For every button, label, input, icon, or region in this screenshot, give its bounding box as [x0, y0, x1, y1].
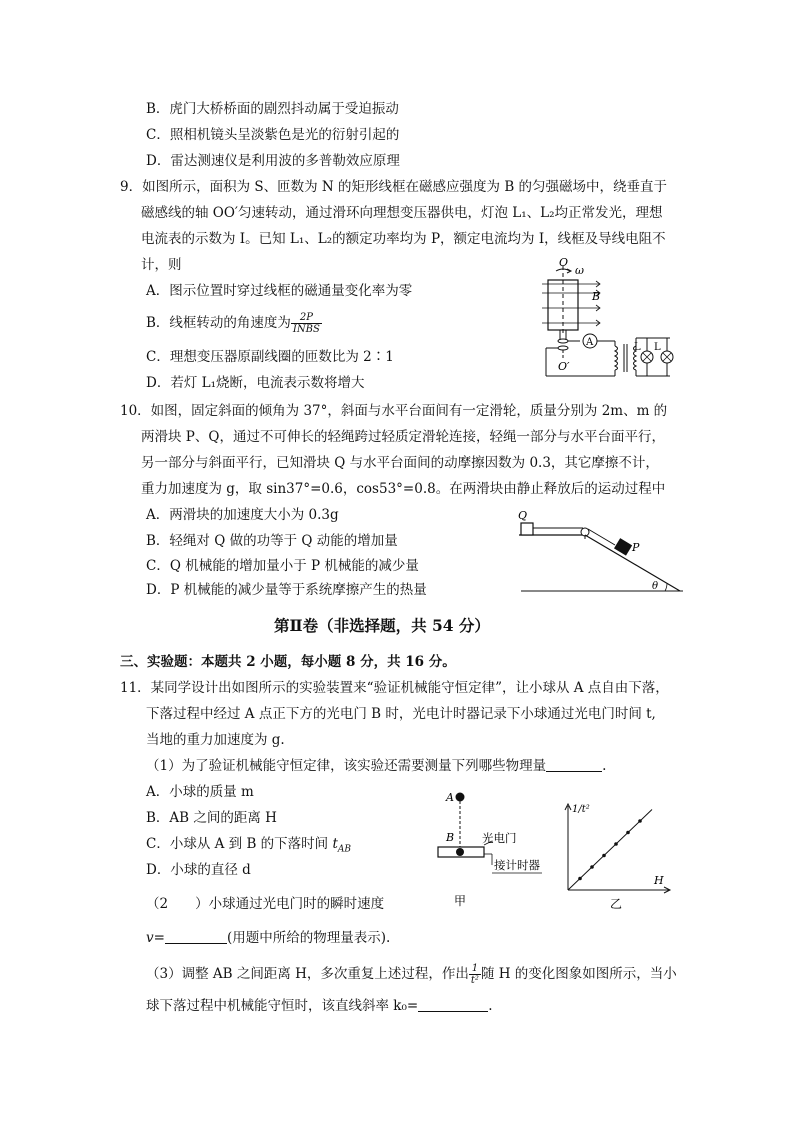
q9-option-b-text: B．线框转动的角速度为 [146, 315, 291, 331]
q11-stem-line3: 当地的重力加速度为 g. [146, 732, 285, 748]
q9-stem-line1: 9．如图所示，面积为 S、匝数为 N 的矩形线框在磁感应强度为 B 的匀强磁场中，绕垂直于 [120, 179, 668, 195]
q10-option-d: D．P 机械能的减少量等于系统摩擦产生的热量 [146, 582, 427, 598]
q9-option-a: A．图示位置时穿过线框的磁通量变化率为零 [146, 283, 413, 299]
q11-graph-x-label: H [654, 874, 664, 887]
q10-option-a: A．两滑块的加速度大小为 0.3g [146, 507, 339, 523]
q11-graph-point [590, 865, 594, 869]
q11-caption-jia: 甲 [454, 894, 467, 908]
q10-option-b: B．轻绳对 Q 做的功等于 Q 动能的增加量 [146, 533, 398, 549]
q11-part3-end: . [488, 998, 493, 1014]
q9-option-c: C．理想变压器原副线圈的匝数比为 2∶1 [146, 349, 394, 365]
q9-option-b-fraction [291, 312, 322, 335]
q8-option-b: B．虎门大桥桥面的剧烈抖动属于受迫振动 [146, 101, 399, 117]
q11-part3-line2 [146, 997, 493, 1015]
q9-stem-line2: 磁感线的轴 OO′匀速转动，通过滑环向理想变压器供电，灯泡 L₁、L₂均正常发光，理想 [141, 205, 663, 221]
q9-label-l2: L [654, 342, 661, 353]
q10-block-q [521, 523, 533, 535]
q11-fraction-denominator: t² [470, 975, 479, 986]
q10-incline-figure [515, 505, 685, 597]
q11-part2-v: v= [146, 930, 165, 946]
q8-option-d: D．雷达测速仪是利用波的多普勒效应原理 [146, 153, 400, 169]
q10-block-p [614, 538, 632, 555]
q11-part3-text-a: （3）调整 AB 之间距离 H，多次重复上述过程，作出 [146, 966, 469, 982]
q11-part1-answer-blank[interactable] [546, 757, 602, 772]
q10-label-theta: θ [652, 581, 659, 592]
q11-caption-yi: 乙 [610, 897, 623, 911]
q9-label-ammeter: A [586, 337, 594, 348]
q11-part3-text-c: 球下落过程中机械能守恒时，该直线斜率 k₀= [146, 998, 419, 1014]
q10-label-q: Q [518, 509, 528, 522]
q11-option-a: A．小球的质量 m [146, 784, 254, 800]
q10-stem-line1: 10．如图，固定斜面的倾角为 37°，斜面与水平台面间有一定滑轮，质量分别为 2m、m 的 [120, 403, 668, 419]
q11-part2: （2 ）小球通过光电门时的瞬时速度 [146, 896, 385, 912]
q11-graph-point [626, 831, 630, 835]
q11-apparatus-figure [430, 785, 555, 910]
q11-label-a: A [446, 791, 454, 804]
q9-fraction-numerator: 2P [291, 312, 322, 324]
q11-part2-answer-blank[interactable] [165, 929, 227, 944]
q9-option-b [146, 312, 322, 335]
q11-label-photogate: 光电门 [482, 831, 517, 845]
q11-label-timer: 接计时器 [494, 858, 540, 872]
q9-label-o-top: O [559, 256, 569, 269]
section-2-title: 第Ⅱ卷（非选择题，共 54 分） [274, 616, 490, 635]
q10-stem-line4: 重力加速度为 g，取 sin37°=0.6，cos53°=0.8。在两滑块由静止释放后的运动过程中 [141, 481, 666, 497]
q11-graph-point [614, 842, 618, 846]
q11-part1-text: （1）为了验证机械能守恒定律，该实验还需要测量下列哪些物理量 [146, 758, 547, 774]
q9-stem-line4: 计，则 [141, 257, 182, 273]
q11-part1 [146, 757, 606, 775]
q11-part3-answer-blank[interactable] [418, 997, 488, 1012]
q10-label-p: P [632, 541, 640, 554]
q11-option-c-var: t [332, 836, 338, 852]
q11-stem-line1: 11．某同学设计出如图所示的实验装置来“验证机械能守恒定律”，让小球从 A 点自由下落， [120, 680, 669, 696]
q11-option-d: D．小球的直径 d [146, 862, 251, 878]
q11-part2-tail: (用题中所给的物理量表示). [226, 930, 391, 946]
q11-graph-point [638, 819, 642, 823]
q11-stem-line2: 下落过程中经过 A 点正下方的光电门 B 时，光电计时器记录下小球通过光电门时间 t, [146, 706, 656, 722]
q10-stem-line2: 两滑块 P、Q，通过不可伸长的轻绳跨过轻质定滑轮连接，轻绳一部分与水平台面平行， [141, 429, 665, 445]
q11-option-c-text: C．小球从 A 到 B 的下落时间 [146, 836, 333, 852]
q10-pulley-icon [581, 528, 589, 536]
q11-graph-y-label: 1/t² [572, 804, 590, 815]
q11-part1-end: . [602, 758, 607, 774]
q11-option-b: B．AB 之间的距离 H [146, 810, 277, 826]
q9-stem-line3: 电流表的示数为 I。已知 L₁、L₂的额定功率均为 P，额定电流均为 I，线框及导线电阻不 [141, 231, 666, 247]
q11-fraction-numerator: 1 [469, 963, 481, 975]
q11-part2-answer [146, 929, 390, 947]
q11-option-c-sub: AB [337, 844, 352, 855]
q11-part3-text-b: 随 H 的变化图象如图所示，当小 [480, 966, 677, 982]
q9-label-l1: L [634, 342, 641, 353]
q8-option-c: C．照相机镜头呈淡紫色是光的衍射引起的 [146, 127, 400, 143]
q9-label-b-field: B [592, 290, 601, 303]
q11-ball-icon [456, 793, 465, 802]
q10-stem-line3: 另一部分与斜面平行，已知滑块 Q 与水平台面间的动摩擦因数为 0.3，其它摩擦不计， [141, 455, 659, 471]
q11-option-c [146, 835, 351, 859]
q11-graph-point [578, 877, 582, 881]
q9-option-d: D．若灯 L₁烧断，电流表示数将增大 [146, 375, 365, 391]
q9-label-o-bottom: O′ [558, 360, 570, 373]
q9-fraction-denominator: INBS [292, 324, 320, 335]
q9-label-omega: ω [575, 264, 584, 277]
section-3-heading: 三、实验题：本题共 2 小题，每小题 8 分，共 16 分。 [120, 654, 456, 670]
q11-label-b: B [446, 831, 455, 844]
q10-option-c: C．Q 机械能的增加量小于 P 机械能的减少量 [146, 558, 419, 574]
q11-part3-line1 [146, 963, 677, 986]
q11-graph-point [602, 854, 606, 858]
q11-graph-figure [560, 800, 685, 910]
q9-generator-figure [520, 258, 680, 383]
q11-part3-fraction [469, 963, 481, 986]
